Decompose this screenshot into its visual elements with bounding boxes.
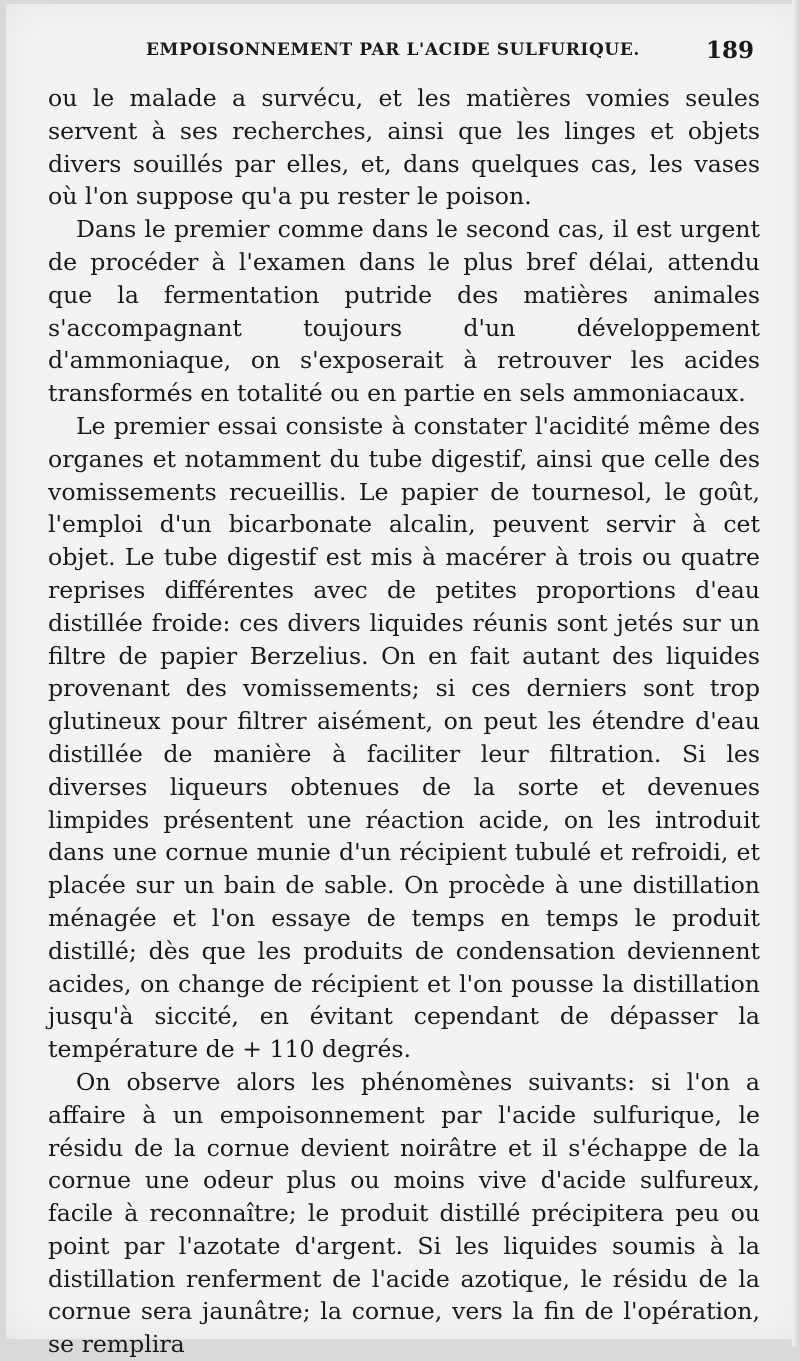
page-edge-shadow: [792, 0, 800, 1347]
running-head: EMPOISONNEMENT PAR L'ACIDE SULFURIQUE.: [146, 40, 640, 60]
paragraph-first-test: Le premier essai consiste à constater l'acidité même des organes et notamment du tube digestif, ainsi que celle des vomissements recueillis. Le papier de tournesol, le goût, l'emploi d'un bicarbonate alcalin, peuvent servir à cet objet. Le tube digestif est mis à macérer à trois ou quatre reprises différentes avec de petites proportions d'eau distillée froide: ces divers liquides réunis sont jetés sur un filtre de papier Berzelius. On en fait autant des liquides provenant des vomissements; si ces derniers sont trop glutineux pour filtrer aisément, on peut les étendre d'eau distillée de manière à faciliter leur filtration. Si les diverses liqueurs obtenues de la sorte et devenues limpides présentent une réaction acide, on les introduit dans une cornue munie d'un récipient tubulé et refroidi, et placée sur un bain de sable. On procède à une distillation ménagée et l'on essaye de temps en temps le produit distillé; dès que les produits de condensation deviennent acides, on change de récipient et l'on pousse la distillation jusqu'à siccité, en évitant cependant de dépasser la température de + 110 degrés.: [48, 411, 760, 1064]
paragraph-phenomena: On observe alors les phénomènes suivants: si l'on a affaire à un empoisonnement par l'acide sulfurique, le résidu de la cornue devient noirâtre et il s'échappe de la cornue une odeur plus ou moins vive d'acide sulfureux, facile à reconnaître; le produit distillé précipitera peu ou point par l'azotate d'argent. Si les liquides soumis à la distillation renferment de l'acide azotique, le résidu de la cornue sera jaunâtre; la cornue, vers la fin de l'opération, se remplira: [48, 1067, 760, 1359]
book-page: [6, 4, 800, 1359]
page-number: 189: [705, 37, 754, 64]
body-text: [48, 82, 760, 1361]
paragraph-urgency: Dans le premier comme dans le second cas, il est urgent de procéder à l'examen dans le plus bref délai, attendu que la fermentation putride des matières animales s'accompagnant toujours d'un développement d'ammoniaque, on s'exposerait à retrouver les acides transformés en totalité ou en partie en sels ammoniacaux.: [48, 215, 760, 408]
page-header: [6, 37, 800, 72]
paragraph-continuation: ou le malade a survécu, et les matières vomies seules servent à ses recherches, ainsi que les linges et objets divers souillés par elles, et, dans quelques cas, les vases où l'on suppose qu'a pu rester le poison.: [48, 84, 760, 211]
